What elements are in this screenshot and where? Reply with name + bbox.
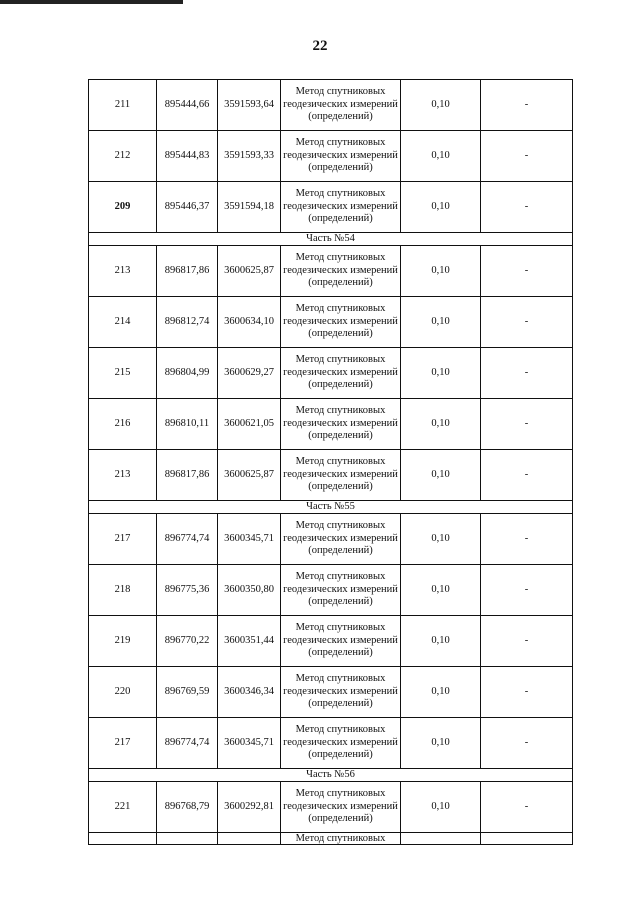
note-cell: - (481, 616, 573, 667)
note-cell: - (481, 782, 573, 833)
method-text: Метод спутниковых геодезических измерений (определений) (283, 303, 398, 340)
method-text: Метод спутниковых геодезических измерений (определений) (283, 724, 398, 761)
table-row (89, 782, 573, 833)
table-row (89, 450, 573, 501)
table-row (89, 718, 573, 769)
x-coordinate-cell: 896768,79 (157, 782, 218, 833)
table-row (89, 246, 573, 297)
point-number-cell: 212 (89, 131, 157, 182)
method-cell (281, 514, 401, 565)
point-number-cell: 221 (89, 782, 157, 833)
top-scan-rule (0, 0, 183, 4)
accuracy-cell: 0,10 (401, 297, 481, 348)
note-cell: - (481, 514, 573, 565)
coordinates-table-body (89, 80, 573, 845)
method-text: Метод спутниковых геодезических измерений (определений) (283, 456, 398, 493)
part-label: Часть №55 (89, 501, 573, 514)
note-cell: - (481, 450, 573, 501)
note-cell: - (481, 246, 573, 297)
y-coordinate-cell: 3600292,81 (218, 782, 281, 833)
table-row (89, 514, 573, 565)
accuracy-cell: 0,10 (401, 718, 481, 769)
note-cell: - (481, 667, 573, 718)
method-text: Метод спутниковых геодезических измерений (определений) (283, 405, 398, 442)
y-coordinate-cell: 3600346,34 (218, 667, 281, 718)
note-cell: - (481, 182, 573, 233)
y-coordinate-cell: 3600350,80 (218, 565, 281, 616)
table-row (89, 399, 573, 450)
point-number-cell: 218 (89, 565, 157, 616)
x-coordinate-cell: 896769,59 (157, 667, 218, 718)
method-text: Метод спутниковых геодезических измерений (определений) (283, 252, 398, 289)
method-cell (281, 833, 401, 845)
y-coordinate-cell: 3600634,10 (218, 297, 281, 348)
method-cell (281, 565, 401, 616)
x-coordinate-cell: 896810,11 (157, 399, 218, 450)
point-number-cell: 213 (89, 246, 157, 297)
y-coordinate-cell: 3600621,05 (218, 399, 281, 450)
accuracy-cell: 0,10 (401, 667, 481, 718)
accuracy-cell: 0,10 (401, 182, 481, 233)
method-text: Метод спутниковых геодезических измерений (определений) (283, 188, 398, 225)
x-coordinate-cell: 895444,83 (157, 131, 218, 182)
point-number-cell: 216 (89, 399, 157, 450)
method-text: Метод спутниковых геодезических измерений (определений) (283, 571, 398, 608)
y-coordinate-cell: 3600625,87 (218, 246, 281, 297)
point-number-cell: 211 (89, 80, 157, 131)
note-cell: - (481, 297, 573, 348)
method-cell (281, 399, 401, 450)
page-number: 22 (312, 38, 328, 54)
note-cell: - (481, 80, 573, 131)
method-cell (281, 718, 401, 769)
table-row-partial (89, 833, 573, 845)
accuracy-cell: 0,10 (401, 246, 481, 297)
accuracy-cell: 0,10 (401, 450, 481, 501)
table-row (89, 565, 573, 616)
method-text: Метод спутниковых геодезических измерений (определений) (283, 86, 398, 123)
y-coordinate-cell: 3591593,64 (218, 80, 281, 131)
part-header-row (89, 233, 573, 246)
accuracy-cell (401, 833, 481, 845)
accuracy-cell: 0,10 (401, 514, 481, 565)
method-cell (281, 667, 401, 718)
y-coordinate-cell: 3591593,33 (218, 131, 281, 182)
x-coordinate-cell: 896770,22 (157, 616, 218, 667)
method-text: Метод спутниковых геодезических измерений (определений) (283, 622, 398, 659)
point-number-cell: 209 (89, 182, 157, 233)
method-cell (281, 297, 401, 348)
part-label: Часть №54 (89, 233, 573, 246)
x-coordinate-cell (157, 833, 218, 845)
x-coordinate-cell: 896775,36 (157, 565, 218, 616)
x-coordinate-cell: 896817,86 (157, 246, 218, 297)
accuracy-cell: 0,10 (401, 348, 481, 399)
y-coordinate-cell (218, 833, 281, 845)
note-cell (481, 833, 573, 845)
point-number-cell: 217 (89, 514, 157, 565)
point-number-cell: 215 (89, 348, 157, 399)
point-number-cell: 220 (89, 667, 157, 718)
method-cell (281, 782, 401, 833)
y-coordinate-cell: 3600629,27 (218, 348, 281, 399)
method-cell (281, 246, 401, 297)
point-number-cell: 213 (89, 450, 157, 501)
accuracy-cell: 0,10 (401, 131, 481, 182)
y-coordinate-cell: 3600345,71 (218, 514, 281, 565)
y-coordinate-cell: 3600345,71 (218, 718, 281, 769)
method-cell (281, 450, 401, 501)
y-coordinate-cell: 3600625,87 (218, 450, 281, 501)
method-cell (281, 80, 401, 131)
method-cell (281, 616, 401, 667)
note-cell: - (481, 348, 573, 399)
part-header-row (89, 769, 573, 782)
point-number-cell: 214 (89, 297, 157, 348)
method-text: Метод спутниковых геодезических измерений (определений) (283, 354, 398, 391)
x-coordinate-cell: 896774,74 (157, 718, 218, 769)
coordinates-table (88, 79, 573, 845)
x-coordinate-cell: 895446,37 (157, 182, 218, 233)
note-cell: - (481, 131, 573, 182)
table-row (89, 182, 573, 233)
table-row (89, 297, 573, 348)
method-cell (281, 182, 401, 233)
accuracy-cell: 0,10 (401, 565, 481, 616)
y-coordinate-cell: 3600351,44 (218, 616, 281, 667)
method-text: Метод спутниковых (295, 833, 386, 844)
table-row (89, 131, 573, 182)
note-cell: - (481, 718, 573, 769)
method-text: Метод спутниковых геодезических измерений (определений) (283, 673, 398, 710)
method-cell (281, 348, 401, 399)
method-cell (281, 131, 401, 182)
point-number-cell: 217 (89, 718, 157, 769)
note-cell: - (481, 565, 573, 616)
x-coordinate-cell: 896804,99 (157, 348, 218, 399)
point-number-cell: 219 (89, 616, 157, 667)
table-row (89, 80, 573, 131)
accuracy-cell: 0,10 (401, 399, 481, 450)
method-text: Метод спутниковых геодезических измерений (определений) (283, 520, 398, 557)
method-text: Метод спутниковых геодезических измерений (определений) (283, 137, 398, 174)
table-row (89, 667, 573, 718)
table-row (89, 616, 573, 667)
x-coordinate-cell: 896817,86 (157, 450, 218, 501)
note-cell: - (481, 399, 573, 450)
accuracy-cell: 0,10 (401, 616, 481, 667)
x-coordinate-cell: 895444,66 (157, 80, 218, 131)
part-header-row (89, 501, 573, 514)
method-text: Метод спутниковых геодезических измерений (определений) (283, 788, 398, 825)
x-coordinate-cell: 896812,74 (157, 297, 218, 348)
part-label: Часть №56 (89, 769, 573, 782)
accuracy-cell: 0,10 (401, 782, 481, 833)
table-row (89, 348, 573, 399)
point-number-cell (89, 833, 157, 845)
accuracy-cell: 0,10 (401, 80, 481, 131)
x-coordinate-cell: 896774,74 (157, 514, 218, 565)
y-coordinate-cell: 3591594,18 (218, 182, 281, 233)
